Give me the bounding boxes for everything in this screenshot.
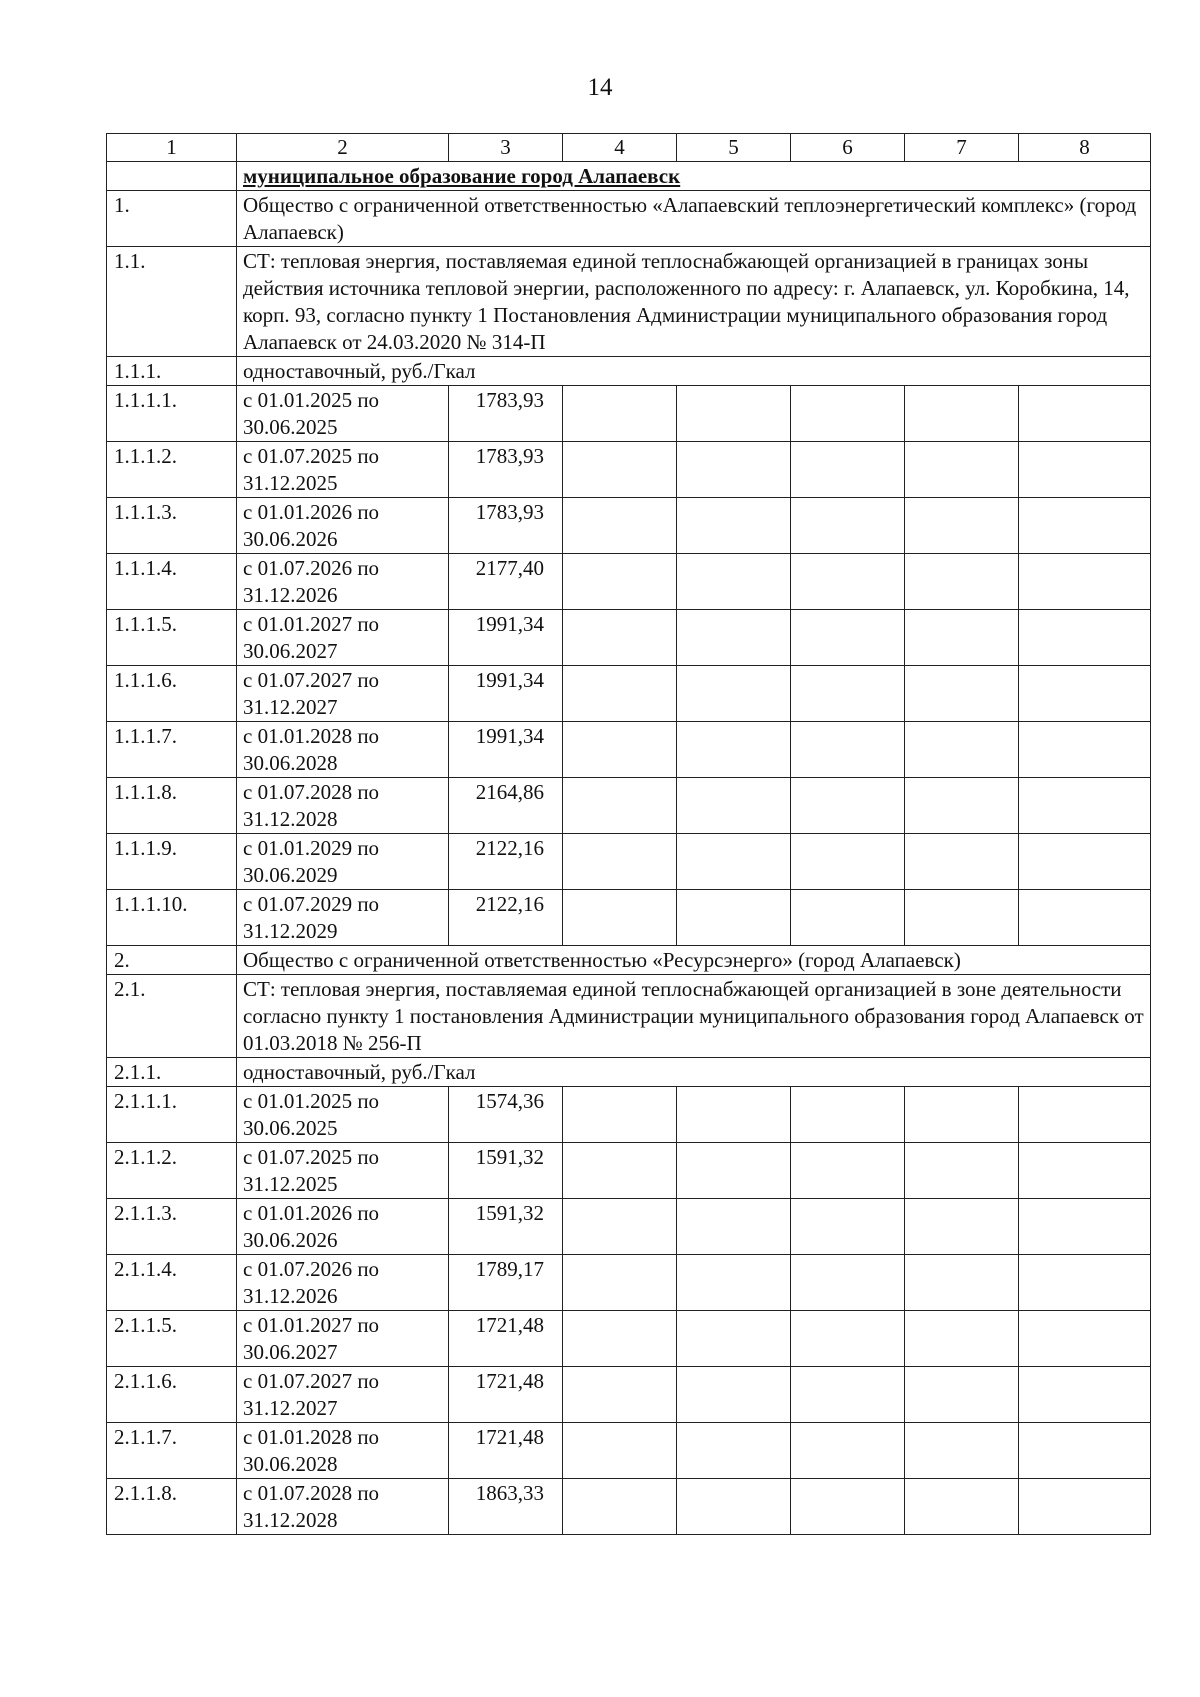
tariff-description: СТ: тепловая энергия, поставляемая единой теплоснабжающей организацией в границах зоны действия источника тепловой энергии, расположенного по адресу: г. Алапаевск, ул. Коробкина, 14, корп. 93, согласно пункту 1 Постановления Администрации муниципального образования город Алапаевск от 24.03.2020 № 314-П bbox=[237, 247, 1151, 357]
empty-cell bbox=[905, 1367, 1019, 1423]
org-number: 1. bbox=[107, 191, 237, 247]
empty-cell bbox=[677, 554, 791, 610]
tariff-table bbox=[106, 133, 1151, 1535]
period-range: с 01.07.2028 по 31.12.2028 bbox=[237, 778, 449, 834]
tariff-value: 1863,33 bbox=[449, 1479, 563, 1535]
period-number: 1.1.1.8. bbox=[107, 778, 237, 834]
tariff-value: 1783,93 bbox=[449, 386, 563, 442]
period-range: с 01.07.2025 по 31.12.2025 bbox=[237, 442, 449, 498]
period-number: 2.1.1.2. bbox=[107, 1143, 237, 1199]
period-range: с 01.01.2025 по 30.06.2025 bbox=[237, 386, 449, 442]
tariff-value: 1591,32 bbox=[449, 1143, 563, 1199]
empty-cell bbox=[905, 1199, 1019, 1255]
tariff-value: 1721,48 bbox=[449, 1423, 563, 1479]
empty-cell bbox=[905, 1423, 1019, 1479]
empty-cell bbox=[677, 1087, 791, 1143]
period-number: 2.1.1.5. bbox=[107, 1311, 237, 1367]
section-title: муниципальное образование город Алапаевск bbox=[237, 162, 1151, 191]
period-row bbox=[107, 1367, 1151, 1423]
period-range: с 01.07.2025 по 31.12.2025 bbox=[237, 1143, 449, 1199]
empty-cell bbox=[677, 1367, 791, 1423]
column-header: 8 bbox=[1019, 134, 1151, 162]
column-header: 2 bbox=[237, 134, 449, 162]
empty-cell bbox=[563, 1087, 677, 1143]
tariff-value: 1721,48 bbox=[449, 1367, 563, 1423]
rate-number: 2.1.1. bbox=[107, 1058, 237, 1087]
period-range: с 01.07.2026 по 31.12.2026 bbox=[237, 1255, 449, 1311]
period-row bbox=[107, 610, 1151, 666]
empty-cell bbox=[1019, 1143, 1151, 1199]
tariff-value: 1783,93 bbox=[449, 442, 563, 498]
empty-cell bbox=[905, 610, 1019, 666]
period-number: 2.1.1.8. bbox=[107, 1479, 237, 1535]
rate-label: одноставочный, руб./Гкал bbox=[237, 1058, 1151, 1087]
tariff-value: 1721,48 bbox=[449, 1311, 563, 1367]
tariff-value: 2122,16 bbox=[449, 834, 563, 890]
empty-cell bbox=[791, 442, 905, 498]
period-row bbox=[107, 1143, 1151, 1199]
period-number: 2.1.1.1. bbox=[107, 1087, 237, 1143]
period-number: 1.1.1.10. bbox=[107, 890, 237, 946]
section-num-cell bbox=[107, 162, 237, 191]
column-header: 1 bbox=[107, 134, 237, 162]
period-range: с 01.07.2027 по 31.12.2027 bbox=[237, 1367, 449, 1423]
empty-cell bbox=[1019, 666, 1151, 722]
empty-cell bbox=[563, 554, 677, 610]
empty-cell bbox=[1019, 1423, 1151, 1479]
empty-cell bbox=[905, 722, 1019, 778]
tariff-description-row bbox=[107, 247, 1151, 357]
rate-number: 1.1.1. bbox=[107, 357, 237, 386]
period-number: 2.1.1.3. bbox=[107, 1199, 237, 1255]
empty-cell bbox=[791, 1479, 905, 1535]
empty-cell bbox=[1019, 1087, 1151, 1143]
empty-cell bbox=[563, 1479, 677, 1535]
period-range: с 01.01.2028 по 30.06.2028 bbox=[237, 1423, 449, 1479]
empty-cell bbox=[905, 666, 1019, 722]
rate-label: одноставочный, руб./Гкал bbox=[237, 357, 1151, 386]
column-header: 6 bbox=[791, 134, 905, 162]
empty-cell bbox=[791, 834, 905, 890]
rate-type-row bbox=[107, 1058, 1151, 1087]
period-row bbox=[107, 1479, 1151, 1535]
period-row bbox=[107, 1423, 1151, 1479]
empty-cell bbox=[905, 834, 1019, 890]
tariff-value: 2164,86 bbox=[449, 778, 563, 834]
empty-cell bbox=[563, 1311, 677, 1367]
org-name: Общество с ограниченной ответственностью «Алапаевский теплоэнергетический комплекс» (город Алапаевск) bbox=[237, 191, 1151, 247]
period-row bbox=[107, 890, 1151, 946]
period-row bbox=[107, 834, 1151, 890]
empty-cell bbox=[1019, 722, 1151, 778]
period-range: с 01.01.2025 по 30.06.2025 bbox=[237, 1087, 449, 1143]
period-range: с 01.01.2027 по 30.06.2027 bbox=[237, 1311, 449, 1367]
empty-cell bbox=[905, 778, 1019, 834]
empty-cell bbox=[1019, 778, 1151, 834]
empty-cell bbox=[905, 1143, 1019, 1199]
period-range: с 01.01.2026 по 30.06.2026 bbox=[237, 1199, 449, 1255]
period-range: с 01.01.2029 по 30.06.2029 bbox=[237, 834, 449, 890]
empty-cell bbox=[677, 778, 791, 834]
empty-cell bbox=[1019, 610, 1151, 666]
period-row bbox=[107, 666, 1151, 722]
period-range: с 01.07.2029 по 31.12.2029 bbox=[237, 890, 449, 946]
empty-cell bbox=[677, 1199, 791, 1255]
section-row bbox=[107, 162, 1151, 191]
empty-cell bbox=[677, 834, 791, 890]
period-range: с 01.01.2028 по 30.06.2028 bbox=[237, 722, 449, 778]
empty-cell bbox=[791, 554, 905, 610]
tariff-number: 2.1. bbox=[107, 975, 237, 1058]
period-range: с 01.07.2026 по 31.12.2026 bbox=[237, 554, 449, 610]
column-header: 7 bbox=[905, 134, 1019, 162]
empty-cell bbox=[677, 666, 791, 722]
tariff-description-row bbox=[107, 975, 1151, 1058]
empty-cell bbox=[791, 1311, 905, 1367]
period-number: 1.1.1.3. bbox=[107, 498, 237, 554]
period-number: 1.1.1.7. bbox=[107, 722, 237, 778]
period-range: с 01.01.2026 по 30.06.2026 bbox=[237, 498, 449, 554]
period-number: 1.1.1.9. bbox=[107, 834, 237, 890]
empty-cell bbox=[1019, 554, 1151, 610]
period-row bbox=[107, 498, 1151, 554]
empty-cell bbox=[677, 1423, 791, 1479]
tariff-value: 2177,40 bbox=[449, 554, 563, 610]
empty-cell bbox=[791, 1255, 905, 1311]
tariff-value: 1789,17 bbox=[449, 1255, 563, 1311]
period-range: с 01.07.2028 по 31.12.2028 bbox=[237, 1479, 449, 1535]
empty-cell bbox=[905, 1255, 1019, 1311]
empty-cell bbox=[905, 1479, 1019, 1535]
org-name: Общество с ограниченной ответственностью «Ресурсэнерго» (город Алапаевск) bbox=[237, 946, 1151, 975]
period-range: с 01.01.2027 по 30.06.2027 bbox=[237, 610, 449, 666]
period-row bbox=[107, 778, 1151, 834]
empty-cell bbox=[677, 386, 791, 442]
empty-cell bbox=[563, 386, 677, 442]
empty-cell bbox=[677, 1311, 791, 1367]
period-row bbox=[107, 442, 1151, 498]
period-number: 2.1.1.4. bbox=[107, 1255, 237, 1311]
period-range: с 01.07.2027 по 31.12.2027 bbox=[237, 666, 449, 722]
tariff-number: 1.1. bbox=[107, 247, 237, 357]
column-header-row bbox=[107, 134, 1151, 162]
empty-cell bbox=[677, 442, 791, 498]
empty-cell bbox=[791, 1367, 905, 1423]
empty-cell bbox=[791, 1199, 905, 1255]
period-row bbox=[107, 1311, 1151, 1367]
rate-type-row bbox=[107, 357, 1151, 386]
page-number: 14 bbox=[587, 74, 613, 101]
period-row bbox=[107, 386, 1151, 442]
empty-cell bbox=[905, 554, 1019, 610]
period-row bbox=[107, 1255, 1151, 1311]
period-row bbox=[107, 1199, 1151, 1255]
tariff-value: 1991,34 bbox=[449, 610, 563, 666]
empty-cell bbox=[677, 1479, 791, 1535]
period-row bbox=[107, 722, 1151, 778]
empty-cell bbox=[563, 834, 677, 890]
empty-cell bbox=[563, 1255, 677, 1311]
empty-cell bbox=[905, 498, 1019, 554]
empty-cell bbox=[1019, 1255, 1151, 1311]
empty-cell bbox=[677, 1143, 791, 1199]
column-header: 4 bbox=[563, 134, 677, 162]
empty-cell bbox=[677, 498, 791, 554]
empty-cell bbox=[791, 778, 905, 834]
empty-cell bbox=[563, 442, 677, 498]
period-number: 2.1.1.6. bbox=[107, 1367, 237, 1423]
empty-cell bbox=[905, 1087, 1019, 1143]
tariff-value: 1574,36 bbox=[449, 1087, 563, 1143]
empty-cell bbox=[791, 1143, 905, 1199]
empty-cell bbox=[677, 610, 791, 666]
empty-cell bbox=[1019, 498, 1151, 554]
empty-cell bbox=[563, 1367, 677, 1423]
period-number: 1.1.1.5. bbox=[107, 610, 237, 666]
empty-cell bbox=[563, 778, 677, 834]
empty-cell bbox=[563, 610, 677, 666]
tariff-description: СТ: тепловая энергия, поставляемая единой теплоснабжающей организацией в зоне деятельности согласно пункту 1 постановления Администрации муниципального образования город Алапаевск от 01.03.2018 № 256-П bbox=[237, 975, 1151, 1058]
empty-cell bbox=[1019, 1311, 1151, 1367]
empty-cell bbox=[563, 722, 677, 778]
period-number: 1.1.1.1. bbox=[107, 386, 237, 442]
empty-cell bbox=[905, 890, 1019, 946]
column-header: 5 bbox=[677, 134, 791, 162]
tariff-value: 1991,34 bbox=[449, 722, 563, 778]
column-header: 3 bbox=[449, 134, 563, 162]
organization-row bbox=[107, 946, 1151, 975]
empty-cell bbox=[791, 722, 905, 778]
empty-cell bbox=[1019, 1199, 1151, 1255]
empty-cell bbox=[563, 1423, 677, 1479]
tariff-value: 1783,93 bbox=[449, 498, 563, 554]
empty-cell bbox=[791, 666, 905, 722]
empty-cell bbox=[791, 610, 905, 666]
period-number: 1.1.1.4. bbox=[107, 554, 237, 610]
tariff-table-body bbox=[107, 134, 1151, 1535]
empty-cell bbox=[563, 890, 677, 946]
tariff-value: 2122,16 bbox=[449, 890, 563, 946]
period-row bbox=[107, 1087, 1151, 1143]
empty-cell bbox=[791, 1087, 905, 1143]
empty-cell bbox=[1019, 386, 1151, 442]
tariff-value: 1591,32 bbox=[449, 1199, 563, 1255]
empty-cell bbox=[1019, 834, 1151, 890]
empty-cell bbox=[1019, 1367, 1151, 1423]
empty-cell bbox=[677, 722, 791, 778]
empty-cell bbox=[1019, 1479, 1151, 1535]
period-number: 1.1.1.6. bbox=[107, 666, 237, 722]
period-number: 1.1.1.2. bbox=[107, 442, 237, 498]
tariff-value: 1991,34 bbox=[449, 666, 563, 722]
empty-cell bbox=[677, 1255, 791, 1311]
empty-cell bbox=[791, 386, 905, 442]
org-number: 2. bbox=[107, 946, 237, 975]
empty-cell bbox=[1019, 890, 1151, 946]
empty-cell bbox=[791, 498, 905, 554]
empty-cell bbox=[905, 1311, 1019, 1367]
empty-cell bbox=[677, 890, 791, 946]
empty-cell bbox=[563, 1199, 677, 1255]
period-row bbox=[107, 554, 1151, 610]
empty-cell bbox=[791, 890, 905, 946]
empty-cell bbox=[1019, 442, 1151, 498]
empty-cell bbox=[563, 498, 677, 554]
empty-cell bbox=[791, 1423, 905, 1479]
period-number: 2.1.1.7. bbox=[107, 1423, 237, 1479]
empty-cell bbox=[563, 666, 677, 722]
organization-row bbox=[107, 191, 1151, 247]
empty-cell bbox=[563, 1143, 677, 1199]
empty-cell bbox=[905, 442, 1019, 498]
empty-cell bbox=[905, 386, 1019, 442]
